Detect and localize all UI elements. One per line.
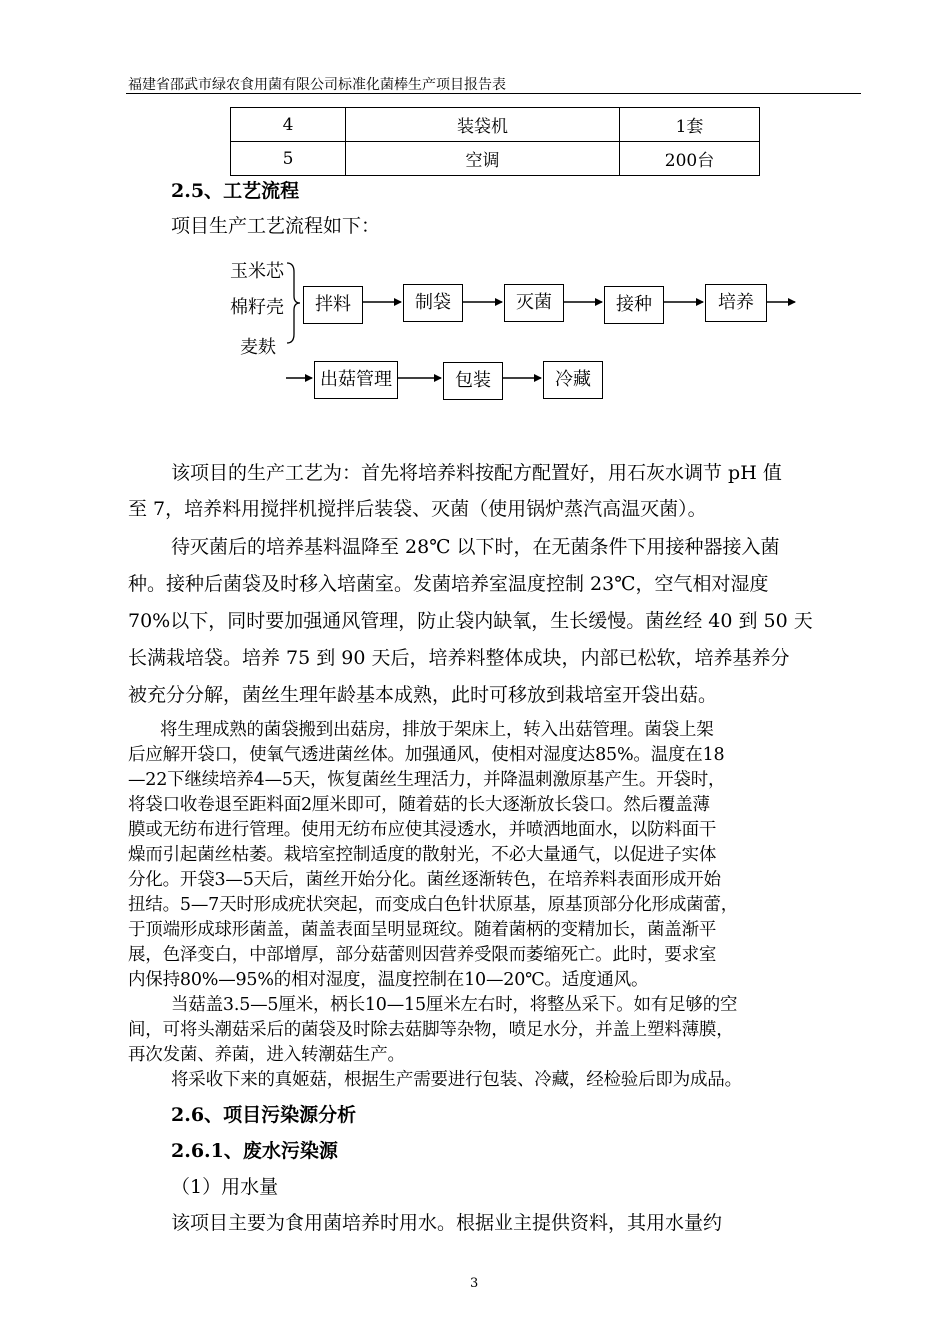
body-line: 至 7，培养料用搅拌机搅拌后装袋、灭菌（使用锅炉蒸汽高温灭菌）。 <box>128 498 707 520</box>
body-line: 后应解开袋口，使氧气透进菌丝体。加强通风，使相对湿度达85%。温度在18 <box>128 745 725 765</box>
document-header: 福建省邵武市绿农食用菌有限公司标准化菌棒生产项目报告表 <box>128 77 506 93</box>
flow-step-box: 出菇管理 <box>314 361 398 399</box>
body-line: 当菇盖3.5—5厘米，柄长10—15厘米左右时，将整丛采下。如有足够的空 <box>171 995 738 1015</box>
body-line: 该项目的生产工艺为：首先将培养料按配方配置好，用石灰水调节 pH 值 <box>171 462 782 484</box>
body-line: 分化。开袋3—5天后，菌丝开始分化。菌丝逐渐转色，在培养料表面形成开始 <box>128 870 721 890</box>
flow-step-box: 包装 <box>443 362 503 400</box>
table-cell-name: 空调 <box>346 142 620 176</box>
body-line: 展，色泽变白，中部增厚，部分菇蕾则因营养受限而萎缩死亡。此时，要求室 <box>128 945 717 965</box>
table-cell-qty: 1套 <box>620 108 760 142</box>
table-cell-qty: 200台 <box>620 142 760 176</box>
section-title: 项目污染源分析 <box>223 1104 357 1126</box>
material-label: 麦麸 <box>240 337 276 358</box>
section-number: 2.6.1、 <box>171 1140 243 1162</box>
flow-step-box: 接种 <box>604 286 664 324</box>
body-line: 70%以下，同时要加强通风管理，防止袋内缺氧，生长缓慢。菌丝经 40 到 50 天 <box>128 610 813 632</box>
section-heading-2-6-1 <box>171 1136 338 1163</box>
intro-text: 项目生产工艺流程如下： <box>171 215 381 237</box>
table-row <box>231 108 760 142</box>
subheading: （1）用水量 <box>171 1176 279 1198</box>
table-cell-name: 装袋机 <box>346 108 620 142</box>
body-line: 扭结。5—7天时形成疣状突起，而变成白色针状原基，原基顶部分化形成菌蕾， <box>128 895 739 915</box>
flow-step-box: 制袋 <box>403 284 463 322</box>
section-title: 废水污染源 <box>242 1140 338 1162</box>
flow-step-box: 拌料 <box>303 286 363 324</box>
material-label: 棉籽壳 <box>230 297 284 318</box>
flow-step-box: 灭菌 <box>504 284 564 322</box>
section-title: 工艺流程 <box>223 180 300 202</box>
body-line: 于顶端形成球形菌盖，菌盖表面呈明显斑纹。随着菌柄的变精加长，菌盖渐平 <box>128 920 717 940</box>
flow-step-box: 冷藏 <box>543 361 603 399</box>
body-line: 种。接种后菌袋及时移入培菌室。发菌培养室温度控制 23℃，空气相对湿度 <box>128 573 769 595</box>
body-line: 将采收下来的真姬菇，根据生产需要进行包装、冷藏，经检验后即为成品。 <box>171 1070 742 1090</box>
section-heading-2-5 <box>171 176 299 203</box>
material-label: 玉米芯 <box>230 261 284 282</box>
body-line: 待灭菌后的培养基料温降至 28℃ 以下时，在无菌条件下用接种器接入菌 <box>171 536 780 558</box>
body-line: 再次发菌、养菌，进入转潮菇生产。 <box>128 1045 405 1065</box>
section-number: 2.5、 <box>171 180 224 202</box>
header-rule <box>126 93 861 94</box>
table-cell-no: 5 <box>231 142 346 176</box>
section-number: 2.6、 <box>171 1104 224 1126</box>
body-line: 内保持80%—95%的相对湿度，温度控制在10—20℃。适度通风。 <box>128 970 649 990</box>
section-heading-2-6 <box>171 1100 356 1127</box>
table-cell-no: 4 <box>231 108 346 142</box>
body-line: 该项目主要为食用菌培养时用水。根据业主提供资料，其用水量约 <box>171 1212 723 1234</box>
body-line: 长满栽培袋。培养 75 到 90 天后，培养料整体成块，内部已松软，培养基养分 <box>128 647 790 669</box>
materials-brace <box>287 263 300 343</box>
body-line: 膜或无纺布进行管理。使用无纺布应使其浸透水，并喷洒地面水，以防料面干 <box>128 820 717 840</box>
body-line: 被充分分解，菌丝生理年龄基本成熟，此时可移放到栽培室开袋出菇。 <box>128 684 718 706</box>
body-line: 将袋口收卷退至距料面2厘米即可，随着菇的长大逐渐放长袋口。然后覆盖薄 <box>128 795 710 815</box>
equipment-table <box>230 107 760 176</box>
body-line: 燥而引起菌丝枯萎。栽培室控制适度的散射光，不必大量通气，以促进子实体 <box>128 845 717 865</box>
page-number: 3 <box>470 1276 479 1291</box>
flow-step-box: 培养 <box>705 284 767 322</box>
body-line: 将生理成熟的菌袋搬到出菇房，排放于架床上，转入出菇管理。菌袋上架 <box>160 720 714 740</box>
body-line: —22下继续培养4—5天，恢复菌丝生理活力，并降温刺激原基产生。开袋时， <box>128 770 726 790</box>
table-row <box>231 142 760 176</box>
body-line: 间，可将头潮菇采后的菌袋及时除去菇脚等杂物，喷足水分，并盖上塑料薄膜， <box>128 1020 734 1040</box>
